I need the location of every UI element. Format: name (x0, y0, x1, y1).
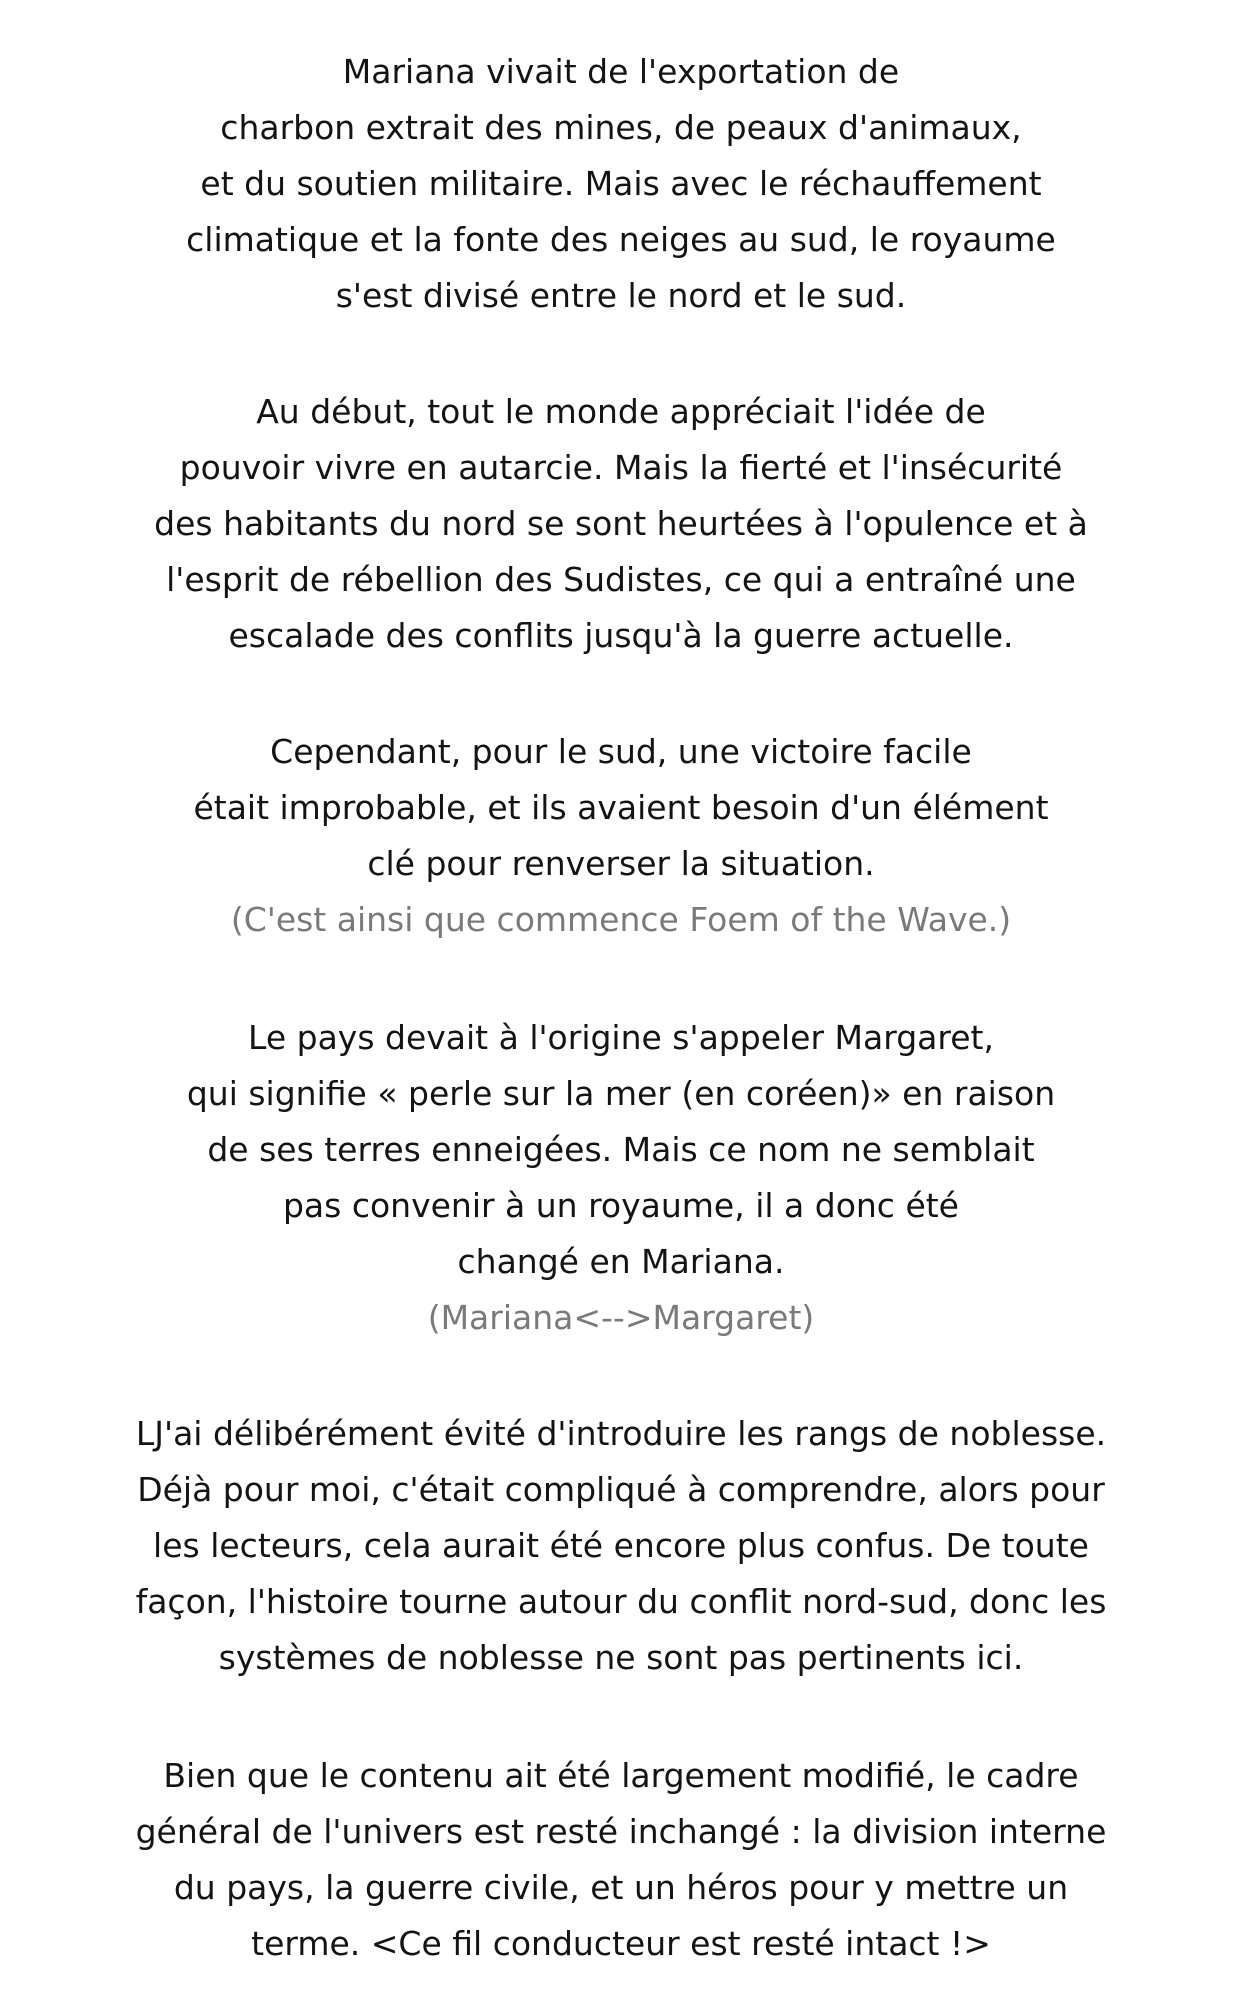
text-line: et du soutien militaire. Mais avec le réchauffement (200, 164, 1042, 203)
text-line: Déjà pour moi, c'était compliqué à comprendre, alors pour (137, 1470, 1105, 1509)
text-line: était improbable, et ils avaient besoin d'un élément (193, 788, 1049, 827)
text-line: Le pays devait à l'origine s'appeler Margaret, (248, 1018, 994, 1057)
text-line: Cependant, pour le sud, une victoire facile (270, 732, 972, 771)
text-line: pouvoir vivre en autarcie. Mais la fierté et l'insécurité (179, 448, 1063, 487)
note-line: (C'est ainsi que commence Foem of the Wave.) (230, 900, 1012, 939)
text-line: du pays, la guerre civile, et un héros pour y mettre un (173, 1868, 1069, 1907)
text-line: de ses terres enneigées. Mais ce nom ne semblait (207, 1130, 1035, 1169)
text-line: systèmes de noblesse ne sont pas pertinents ici. (218, 1638, 1024, 1677)
text-line: charbon extrait des mines, de peaux d'animaux, (220, 108, 1022, 147)
text-line: qui signifie « perle sur la mer (en coréen)» en raison (186, 1074, 1056, 1113)
text-line: général de l'univers est resté inchangé : la division interne (135, 1812, 1107, 1851)
text-line: terme. <Ce fil conducteur est resté intact !> (251, 1924, 991, 1963)
text-line: l'esprit de rébellion des Sudistes, ce qui a entraîné une (166, 560, 1076, 599)
text-line: changé en Mariana. (457, 1242, 785, 1281)
text-line: pas convenir à un royaume, il a donc été (282, 1186, 959, 1225)
paragraph-nobility (0, 1406, 1242, 1686)
text-line: s'est divisé entre le nord et le sud. (335, 276, 907, 315)
paragraph-conflict (0, 384, 1242, 664)
text-line: façon, l'histoire tourne autour du conflit nord-sud, donc les (135, 1582, 1107, 1621)
paragraph-framework (0, 1748, 1242, 1972)
text-line: les lecteurs, cela aurait été encore plus confus. De toute (153, 1526, 1089, 1565)
text-line: climatique et la fonte des neiges au sud, le royaume (186, 220, 1056, 259)
text-line: Bien que le contenu ait été largement modifié, le cadre (163, 1756, 1079, 1795)
paragraph-economy (0, 44, 1242, 324)
text-line: des habitants du nord se sont heurtées à l'opulence et à (154, 504, 1088, 543)
text-line: LJ'ai délibérément évité d'introduire les rangs de noblesse. (135, 1414, 1107, 1453)
text-line: escalade des conflits jusqu'à la guerre actuelle. (228, 616, 1014, 655)
text-line: Au début, tout le monde appréciait l'idée de (256, 392, 986, 431)
paragraph-south-victory (0, 724, 1242, 948)
paragraph-country-name (0, 1010, 1242, 1346)
note-line: (Mariana<-->Margaret) (427, 1298, 815, 1337)
text-line: Mariana vivait de l'exportation de (342, 52, 900, 91)
text-line: clé pour renverser la situation. (367, 844, 875, 883)
